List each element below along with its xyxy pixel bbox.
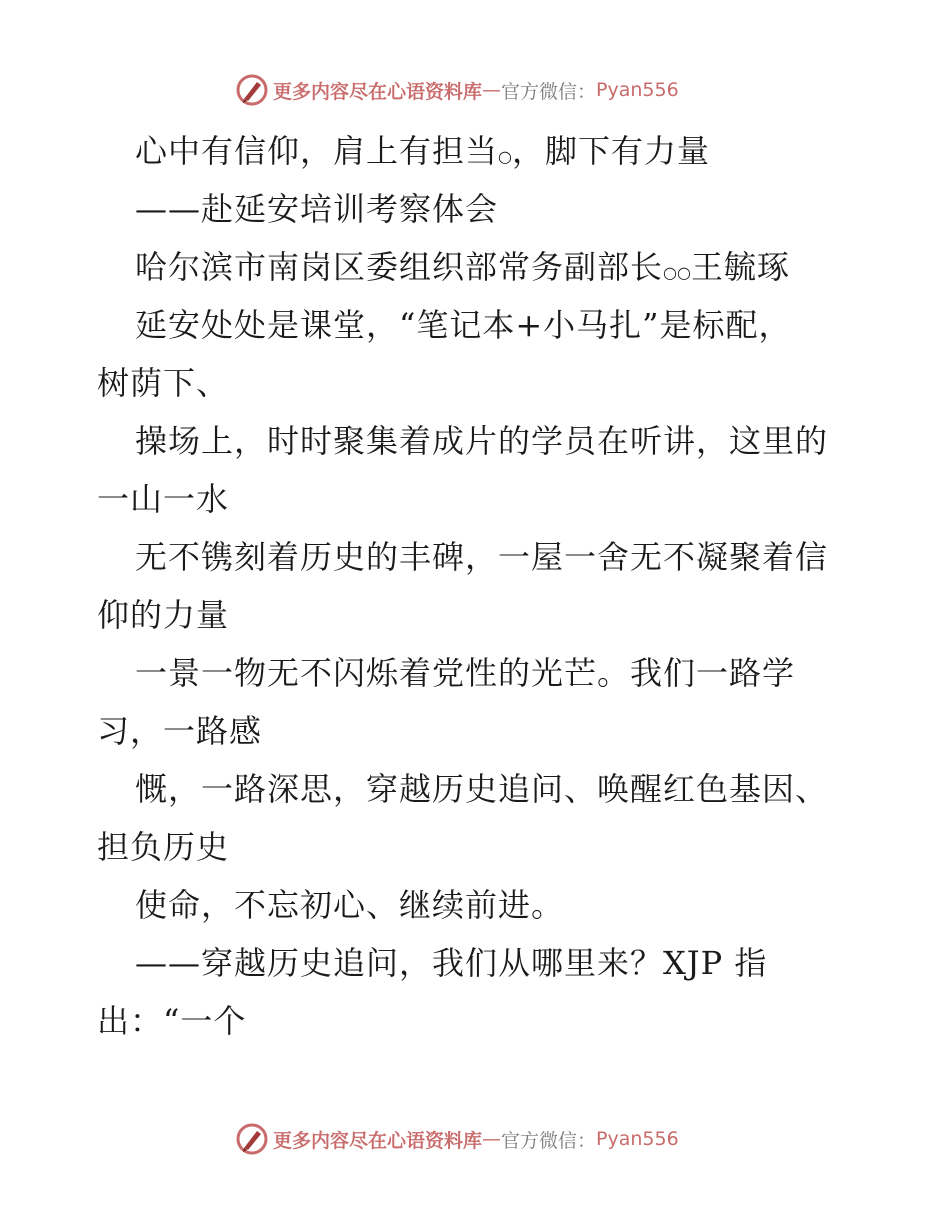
title-line: 心中有信仰，肩上有担当○，脚下有力量: [135, 132, 710, 170]
footer-watermark: [235, 1122, 679, 1156]
watermark-dash: —: [482, 1128, 502, 1150]
pen-logo-icon: [235, 73, 269, 107]
paragraph-line: 操场上，时时聚集着成片的学员在听讲，这里的: [135, 422, 829, 460]
paragraph-line: 仰的力量: [97, 596, 230, 634]
paragraph-line: 担负历史: [97, 828, 230, 866]
document-body: [97, 122, 887, 1050]
subtitle-line: ——赴延安培训考察体会: [135, 190, 499, 228]
paragraph-line: 使命，不忘初心、继续前进。: [135, 886, 565, 924]
watermark-wechat-id: Pyan556: [596, 1128, 679, 1150]
paragraph-line: ——穿越历史追问，我们从哪里来？XJP 指: [135, 944, 768, 982]
header-watermark: [235, 73, 679, 107]
watermark-wechat-id: Pyan556: [596, 79, 679, 101]
paragraph-line: 慨，一路深思，穿越历史追问、唤醒红色基因、: [135, 770, 829, 808]
paragraph-line: 一景一物无不闪烁着党性的光芒。我们一路学: [135, 654, 796, 692]
watermark-wechat-label: 官方微信：: [501, 1129, 597, 1152]
paragraph-line: 一山一水: [97, 480, 230, 518]
paragraph-line: 习，一路感: [97, 712, 263, 750]
pen-logo-icon: [235, 1122, 269, 1156]
circle-mark: ○○: [663, 263, 691, 282]
paragraph-line: 延安处处是课堂，“笔记本+小马扎”是标配，: [135, 306, 792, 344]
paragraph-line: 树荫下、: [97, 364, 230, 402]
author-line: 哈尔滨市南岗区委组织部常务副部长○○王毓琢: [135, 248, 790, 286]
circle-mark: ○: [498, 147, 512, 166]
watermark-dash: —: [482, 79, 502, 101]
paragraph-line: 无不镌刻着历史的丰碑，一屋一舍无不凝聚着信: [135, 538, 829, 576]
watermark-main-text: 更多内容尽在心语资料库: [273, 1129, 483, 1152]
paragraph-line: 出：“一个: [97, 1002, 247, 1040]
watermark-main-text: 更多内容尽在心语资料库: [273, 80, 483, 103]
watermark-wechat-label: 官方微信：: [501, 80, 597, 103]
